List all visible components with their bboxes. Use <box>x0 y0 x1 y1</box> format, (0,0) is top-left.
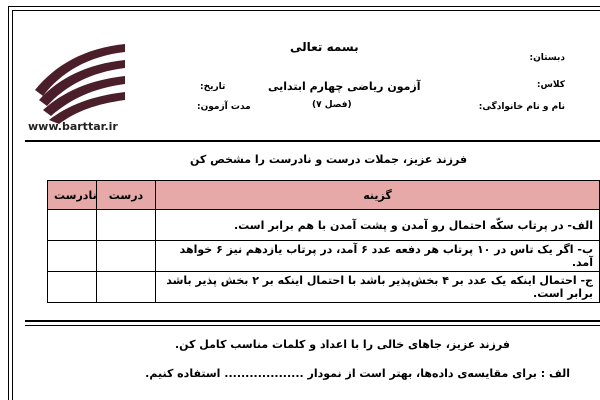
incorrect-cell[interactable] <box>48 241 97 272</box>
correct-cell[interactable] <box>97 272 156 303</box>
section-divider-thin <box>25 325 600 326</box>
col-correct-header: درست <box>97 181 156 210</box>
date-label: تاریخ: <box>200 82 226 92</box>
correct-cell[interactable] <box>97 241 156 272</box>
incorrect-cell[interactable] <box>48 210 97 241</box>
statement-c: ج- احتمال اینکه یک عدد بر ۴ بخش‌پذیر باشد با احتمال اینکه بر ۲ بخش پذیر باشد برابر است. <box>156 272 600 303</box>
chapter-label: (فصل ۷) <box>312 100 352 110</box>
section1-instruction: فرزند عزیز، جملات درست و نادرست را مشخص کن <box>190 153 468 166</box>
bismillah: بسمه تعالی <box>290 40 359 54</box>
table-row <box>48 210 600 241</box>
barttar-logo <box>25 30 135 125</box>
name-label: نام و نام خانوادگی: <box>478 102 565 112</box>
table-header-row <box>48 181 600 210</box>
fill-blank-a: الف : برای مقایسه‌ی داده‌ها، بهتر است از نمودار ................... استفاده کنیم. <box>145 367 570 380</box>
duration-label: مدت آزمون: <box>197 102 251 112</box>
incorrect-cell[interactable] <box>48 272 97 303</box>
class-label: کلاس: <box>536 80 565 90</box>
table-row <box>48 272 600 303</box>
col-option-header: گزینه <box>156 181 600 210</box>
correct-cell[interactable] <box>97 210 156 241</box>
statement-b: ب- اگر یک تاس در ۱۰ پرتاب هر دفعه عدد ۶ آمد، در پرتاب یازدهم نیز ۶ خواهد آمد. <box>156 241 600 272</box>
true-false-table <box>47 180 600 303</box>
website-url: www.barttar.ir <box>28 120 118 133</box>
statement-a: الف- در پرتاب سکّه احتمال رو آمدن و پشت آمدن با هم برابر است. <box>156 210 600 241</box>
exam-title: آزمون ریاضی چهارم ابتدایی <box>268 80 421 93</box>
table-row <box>48 241 600 272</box>
section-divider <box>25 320 600 322</box>
section2-instruction: فرزند عزیز، جاهای خالی را با اعداد و کلمات مناسب کامل کن. <box>175 338 510 351</box>
col-incorrect-header: نادرست <box>48 181 97 210</box>
header-divider <box>25 140 600 142</box>
school-label: دبستان: <box>529 53 565 63</box>
